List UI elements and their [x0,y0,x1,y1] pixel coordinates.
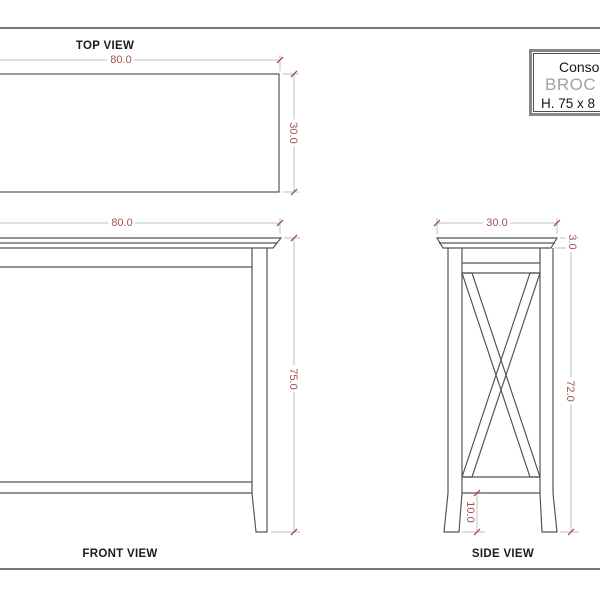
top-view-label: TOP VIEW [75,40,135,52]
dim-front-width: 80.0 [108,217,135,229]
side-view-outline [437,238,557,532]
dim-side-depth: 30.0 [483,217,510,229]
dim-front-height: 75.0 [287,365,299,392]
title-block-inner [533,53,600,112]
front-view-outline [0,238,281,532]
title-block-product-type: Conso [559,59,600,75]
dim-side-foot-clearance: 10.0 [464,498,476,525]
sheet-border [0,28,600,569]
title-block-product-name: BROC [545,75,597,94]
dim-top-depth: 30.0 [287,119,299,146]
title-block [529,49,600,116]
dim-side-understructure-height: 72.0 [564,377,576,404]
x-brace [462,273,540,477]
dim-side-top-thickness: 3.0 [566,231,578,252]
side-view-label: SIDE VIEW [471,548,535,560]
object-lines [0,74,557,532]
top-view-outline [0,74,279,192]
front-view-label: FRONT VIEW [82,548,158,560]
dimension-ticks [277,57,574,535]
dim-top-width: 80.0 [107,54,134,66]
title-block-dimensions: H. 75 x 8 [541,96,596,111]
